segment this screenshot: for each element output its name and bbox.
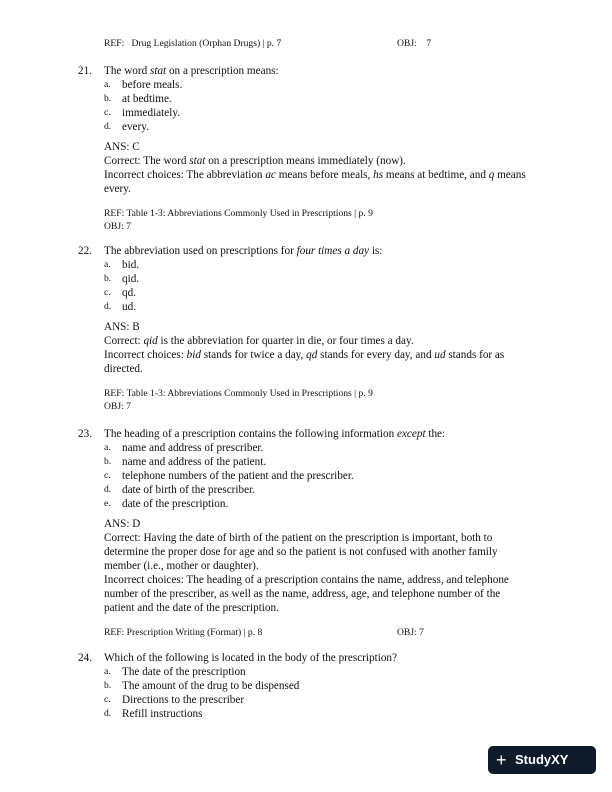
question-stem: The heading of a prescription contains the following information except the: xyxy=(104,428,446,440)
ref-line: REF: Prescription Writing (Format) | p. 8 xyxy=(104,627,263,638)
header-obj: OBJ: 7 xyxy=(397,38,432,49)
rationale-line: Correct: Having the date of birth of the patient on the prescription is important, both to xyxy=(104,532,493,544)
option-a[interactable]: a. The date of the prescription xyxy=(104,666,246,678)
option-d[interactable]: d. every. xyxy=(104,121,149,133)
question-number: 24. xyxy=(78,652,92,664)
option-b[interactable]: b. at bedtime. xyxy=(104,93,172,105)
question-stem: The word stat on a prescription means: xyxy=(104,65,279,77)
option-b[interactable]: b. The amount of the drug to be dispensed xyxy=(104,680,300,692)
option-a[interactable]: a. bid. xyxy=(104,259,140,271)
question-stem: The abbreviation used on prescriptions for four times a day is: xyxy=(104,245,383,257)
option-a[interactable]: a. before meals. xyxy=(104,79,183,91)
rationale-line: number of the prescriber, as well as the name, address, age, and telephone number of the xyxy=(104,588,501,600)
option-c[interactable]: c. Directions to the prescriber xyxy=(104,694,245,706)
option-c[interactable]: c. immediately. xyxy=(104,107,180,119)
rationale-line: determine the proper dose for age and so the patient is not confused with another family xyxy=(104,546,498,558)
rationale-line: member (i.e., mother or daughter). xyxy=(104,560,259,572)
option-b[interactable]: b. name and address of the patient. xyxy=(104,456,267,468)
answer-key: ANS: B xyxy=(104,321,140,333)
question-number: 23. xyxy=(78,428,92,440)
rationale-incorrect-cont: directed. xyxy=(104,363,143,375)
option-d[interactable]: d. date of birth of the prescriber. xyxy=(104,484,255,496)
header-ref: REF: Drug Legislation (Orphan Drugs) | p. 7 xyxy=(104,38,282,49)
obj-line: OBJ: 7 xyxy=(397,627,424,638)
rationale-correct: Correct: qid is the abbreviation for quarter in die, or four times a day. xyxy=(104,335,414,347)
plus-icon: + xyxy=(496,750,507,770)
logo-text: StudyXY xyxy=(515,752,569,767)
rationale-line: Incorrect choices: The heading of a prescription contains the name, address, and telephone xyxy=(104,574,509,586)
obj-line: OBJ: 7 xyxy=(104,401,131,412)
rationale-incorrect: Incorrect choices: The abbreviation ac means before meals, hs means at bedtime, and q means xyxy=(104,169,526,181)
option-d[interactable]: d. ud. xyxy=(104,301,136,313)
option-c[interactable]: c. telephone numbers of the patient and the prescriber. xyxy=(104,470,354,482)
studyxy-logo[interactable] xyxy=(488,746,596,774)
option-d[interactable]: d. Refill instructions xyxy=(104,708,203,720)
rationale-incorrect: Incorrect choices: bid stands for twice a day, qd stands for every day, and ud stands for as xyxy=(104,349,505,361)
question-stem: Which of the following is located in the body of the prescription? xyxy=(104,652,397,664)
rationale-line: patient and the date of the prescription. xyxy=(104,602,279,614)
rationale-correct: Correct: The word stat on a prescription means immediately (now). xyxy=(104,155,406,167)
answer-key: ANS: D xyxy=(104,518,141,530)
option-a[interactable]: a. name and address of prescriber. xyxy=(104,442,264,454)
option-e[interactable]: e. date of the prescription. xyxy=(104,498,229,510)
rationale-incorrect-cont: every. xyxy=(104,183,131,195)
question-number: 22. xyxy=(78,245,92,257)
ref-line: REF: Table 1-3: Abbreviations Commonly Used in Prescriptions | p. 9 xyxy=(104,208,373,219)
option-b[interactable]: b. qid. xyxy=(104,273,140,285)
obj-line: OBJ: 7 xyxy=(104,221,131,232)
ref-line: REF: Table 1-3: Abbreviations Commonly Used in Prescriptions | p. 9 xyxy=(104,388,373,399)
option-c[interactable]: c. qd. xyxy=(104,287,136,299)
answer-key: ANS: C xyxy=(104,141,140,153)
question-number: 21. xyxy=(78,65,92,77)
